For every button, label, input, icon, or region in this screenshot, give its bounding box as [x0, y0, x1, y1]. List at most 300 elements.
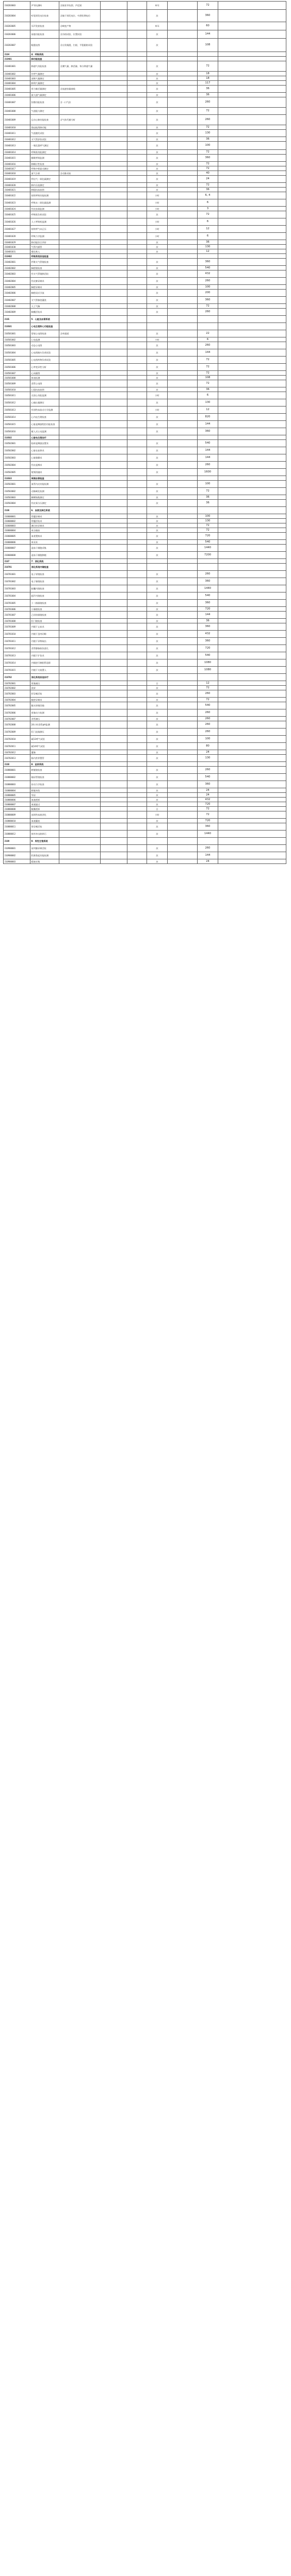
- item-exclusions-cell: [101, 52, 127, 57]
- item-note-cell: [218, 421, 286, 428]
- item-exclusions-cell: [101, 93, 127, 97]
- item-note-cell: [218, 528, 286, 533]
- item-name-cell: 肺内分流测定: [30, 183, 59, 188]
- item-name-cell: 骨髓活检术: [30, 519, 59, 523]
- item-name-cell: 5．心脏及血管系统: [30, 316, 59, 323]
- item-note-cell: [218, 304, 286, 309]
- item-blank-cell: [127, 619, 147, 623]
- item-unit-cell: 次: [147, 488, 168, 495]
- item-name-cell: 洗胃: [30, 686, 59, 690]
- item-code-cell: 310900001: [4, 845, 30, 852]
- item-price-cell: 36: [198, 93, 218, 97]
- item-code-cell: 310800007: [4, 802, 30, 807]
- item-content-cell: [59, 852, 101, 859]
- item-unit-cell: 次: [147, 823, 168, 831]
- item-code-cell: 310800010: [4, 819, 30, 823]
- item-blank-cell: [127, 364, 147, 371]
- item-unit-cell: 次: [147, 380, 168, 387]
- item-name-cell: 持续呼吸功能检测: [30, 192, 59, 199]
- item-name-cell: 电子胃镜检查: [30, 571, 59, 578]
- item-content-cell: [59, 623, 101, 631]
- item-note-cell: [218, 371, 286, 376]
- item-content-cell: 含潮气量、肺活量、每分钟通气量: [59, 61, 101, 72]
- item-exclusions-cell: [101, 115, 127, 125]
- item-blank-cell: [127, 736, 147, 743]
- item-exclusions-cell: [101, 750, 127, 755]
- item-exclusions-cell: [101, 638, 127, 645]
- item-note-cell: [218, 859, 286, 864]
- item-exclusions-cell: [101, 10, 127, 22]
- item-note-cell: [218, 207, 286, 211]
- item-code-cell: 310402004: [4, 278, 30, 285]
- item-code-cell: 310501004: [4, 349, 30, 357]
- item-blank-cell: [127, 838, 147, 845]
- item-content-cell: 含脑干诱发电位、中潜伏期电位: [59, 10, 101, 22]
- item-price-cell: 22: [198, 330, 218, 337]
- table-row: [4, 690, 286, 698]
- item-name-cell: 心向量图: [30, 371, 59, 376]
- item-code-cell: 310401030: [4, 245, 30, 249]
- item-unit-cell: 小时: [147, 233, 168, 240]
- item-code-cell: 310800002: [4, 774, 30, 781]
- item-exclusions-cell: [101, 266, 127, 270]
- item-content-cell: [59, 592, 101, 600]
- item-content-cell: [59, 428, 101, 435]
- item-unit-cell: 次: [147, 819, 168, 823]
- item-note-cell: [218, 838, 286, 845]
- item-content-cell: [59, 823, 101, 831]
- item-code-cell: 310401002: [4, 72, 30, 76]
- item-blank-cell: [168, 387, 198, 392]
- table-row: [4, 108, 286, 115]
- item-price-cell: 260: [198, 767, 218, 774]
- item-content-cell: [59, 249, 101, 254]
- item-name-cell: 超声内镜检查: [30, 592, 59, 600]
- item-code-cell: 310402005: [4, 285, 30, 290]
- item-content-cell: [59, 762, 101, 767]
- item-unit-cell: 次: [147, 428, 168, 435]
- item-unit-cell: [147, 52, 168, 57]
- item-price-cell: [198, 52, 218, 57]
- item-name-cell: 雾化吸入: [30, 249, 59, 254]
- item-note-cell: [218, 218, 286, 226]
- item-blank-cell: [168, 392, 198, 399]
- item-exclusions-cell: [101, 623, 127, 631]
- item-blank-cell: [127, 540, 147, 545]
- item-blank-cell: [127, 447, 147, 454]
- item-name-cell: 心输出量测定: [30, 399, 59, 406]
- item-blank-cell: [168, 176, 198, 183]
- item-unit-cell: 次: [147, 698, 168, 702]
- item-unit-cell: [147, 564, 168, 571]
- item-content-cell: [59, 838, 101, 845]
- item-exclusions-cell: [101, 357, 127, 364]
- item-code-cell: 310702004: [4, 698, 30, 702]
- item-blank-cell: [127, 559, 147, 564]
- item-unit-cell: 次: [147, 585, 168, 592]
- item-name-cell: 心电图药物负荷试验: [30, 357, 59, 364]
- item-note-cell: [218, 290, 286, 297]
- item-unit-cell: 次: [147, 631, 168, 638]
- item-blank-cell: [168, 717, 198, 721]
- item-unit-cell: 次: [147, 462, 168, 469]
- item-code-cell: 310502003: [4, 454, 30, 462]
- item-unit-cell: 次: [147, 371, 168, 376]
- item-blank-cell: [127, 316, 147, 323]
- item-note-cell: [218, 500, 286, 507]
- item-blank-cell: [127, 399, 147, 406]
- section-row: [4, 559, 286, 564]
- item-unit-cell: 次: [147, 652, 168, 659]
- item-name-cell: 血气分析: [30, 171, 59, 176]
- item-blank-cell: [168, 285, 198, 290]
- item-blank-cell: [127, 309, 147, 316]
- item-blank-cell: [127, 698, 147, 702]
- item-blank-cell: [168, 22, 198, 30]
- item-code-cell: 3104: [4, 52, 30, 57]
- item-blank-cell: [127, 798, 147, 802]
- item-name-cell: 内镜下扩张术: [30, 652, 59, 659]
- item-code-cell: 310701014: [4, 659, 30, 667]
- item-price-cell: 260: [198, 709, 218, 717]
- item-price-cell: 144: [198, 30, 218, 39]
- item-name-cell: 造血干细胞采集: [30, 545, 59, 552]
- item-blank-cell: [127, 290, 147, 297]
- item-blank-cell: [127, 240, 147, 245]
- item-name-cell: 尿动力学检查: [30, 781, 59, 788]
- item-name-cell: 前庭功能检查: [30, 30, 59, 39]
- item-blank-cell: [127, 686, 147, 690]
- item-blank-cell: [168, 578, 198, 585]
- section-row: [4, 564, 286, 571]
- item-code-cell: 310401010: [4, 125, 30, 130]
- item-name-cell: 膀胱镜检查: [30, 767, 59, 774]
- item-blank-cell: [127, 342, 147, 349]
- item-price-cell: 100: [198, 514, 218, 519]
- item-note-cell: [218, 357, 286, 364]
- item-code-cell: 310701005: [4, 600, 30, 607]
- table-row: [4, 364, 286, 371]
- item-blank-cell: [168, 788, 198, 793]
- item-unit-cell: 次: [147, 162, 168, 166]
- item-code-cell: 310402001: [4, 259, 30, 266]
- item-unit-cell: 次: [147, 309, 168, 316]
- item-blank-cell: [127, 233, 147, 240]
- item-note-cell: [218, 447, 286, 454]
- item-blank-cell: [168, 607, 198, 612]
- item-note-cell: [218, 852, 286, 859]
- table-row: [4, 552, 286, 559]
- item-note-cell: [218, 166, 286, 171]
- item-price-cell: 72: [198, 698, 218, 702]
- item-code-cell: 310600001: [4, 514, 30, 519]
- item-unit-cell: 次: [147, 97, 168, 108]
- item-unit-cell: 次: [147, 702, 168, 709]
- item-note-cell: [218, 57, 286, 61]
- item-content-cell: [59, 514, 101, 519]
- item-name-cell: 胸腔镜检查: [30, 266, 59, 270]
- item-exclusions-cell: [101, 240, 127, 245]
- item-name-cell: 肺阻抗血流图: [30, 188, 59, 192]
- item-blank-cell: [127, 440, 147, 447]
- table-row: [4, 743, 286, 750]
- table-row: [4, 578, 286, 585]
- item-content-cell: [59, 454, 101, 462]
- item-blank-cell: [127, 72, 147, 76]
- item-code-cell: 310701001: [4, 571, 30, 578]
- item-name-cell: 阴茎勃起功能检测: [30, 852, 59, 859]
- item-exclusions-cell: [101, 76, 127, 81]
- item-price-cell: 72: [198, 61, 218, 72]
- item-blank-cell: [168, 211, 198, 218]
- item-content-cell: [59, 259, 101, 266]
- item-name-cell: 造血干细胞移植: [30, 552, 59, 559]
- item-unit-cell: 次: [147, 81, 168, 86]
- table-row: [4, 831, 286, 838]
- item-code-cell: 310702011: [4, 743, 30, 750]
- table-row: [4, 667, 286, 674]
- item-exclusions-cell: [101, 323, 127, 330]
- item-blank-cell: [127, 481, 147, 488]
- item-name-cell: 临时起搏器安置术: [30, 440, 59, 447]
- item-blank-cell: [127, 421, 147, 428]
- item-note-cell: [218, 698, 286, 702]
- item-content-cell: [59, 447, 101, 454]
- item-code-cell: 310600008: [4, 552, 30, 559]
- item-code-cell: 310501009: [4, 380, 30, 387]
- table-row: [4, 290, 286, 297]
- item-blank-cell: [168, 781, 198, 788]
- item-name-cell: 呼吸肌负荷试验: [30, 211, 59, 218]
- item-blank-cell: [168, 495, 198, 500]
- item-exclusions-cell: [101, 523, 127, 528]
- item-exclusions-cell: [101, 2, 127, 10]
- item-exclusions-cell: [101, 592, 127, 600]
- item-unit-cell: 次: [147, 750, 168, 755]
- item-name-cell: 经皮氧分压测定: [30, 500, 59, 507]
- item-content-cell: [59, 130, 101, 137]
- item-blank-cell: [127, 564, 147, 571]
- item-blank-cell: [168, 845, 198, 852]
- item-note-cell: [218, 278, 286, 285]
- item-note-cell: [218, 802, 286, 807]
- item-blank-cell: [168, 171, 198, 176]
- item-blank-cell: [127, 852, 147, 859]
- item-price-cell: 360: [198, 600, 218, 607]
- item-name-cell: 导尿: [30, 793, 59, 798]
- item-note-cell: [218, 709, 286, 717]
- item-name-cell: 胸腔穿刺术: [30, 285, 59, 290]
- table-row: [4, 659, 286, 667]
- item-note-cell: [218, 162, 286, 166]
- table-row: [4, 571, 286, 578]
- item-name-cell: 支气管肺泡灌洗: [30, 297, 59, 304]
- item-unit-cell: 次: [147, 278, 168, 285]
- item-code-cell: 310501011: [4, 392, 30, 399]
- table-row: [4, 76, 286, 81]
- item-unit-cell: [147, 838, 168, 845]
- item-code-cell: 310401009: [4, 115, 30, 125]
- item-price-cell: 260: [198, 571, 218, 578]
- item-exclusions-cell: [101, 447, 127, 454]
- item-unit-cell: 次: [147, 709, 168, 717]
- item-note-cell: [218, 811, 286, 819]
- item-blank-cell: [127, 211, 147, 218]
- item-blank-cell: [168, 342, 198, 349]
- item-exclusions-cell: [101, 137, 127, 142]
- item-blank-cell: [168, 481, 198, 488]
- item-blank-cell: [127, 469, 147, 476]
- item-unit-cell: 次: [147, 571, 168, 578]
- item-unit-cell: 次: [147, 211, 168, 218]
- item-blank-cell: [168, 249, 198, 254]
- item-exclusions-cell: [101, 659, 127, 667]
- item-blank-cell: [127, 631, 147, 638]
- item-price-cell: 144: [198, 612, 218, 619]
- item-code-cell: 310702: [4, 674, 30, 681]
- item-code-cell: 310401005: [4, 86, 30, 93]
- item-unit-cell: 次: [147, 619, 168, 623]
- item-blank-cell: [168, 72, 198, 76]
- item-price-cell: 12: [198, 249, 218, 254]
- item-exclusions-cell: [101, 545, 127, 552]
- item-price-cell: 260: [198, 728, 218, 736]
- item-content-cell: [59, 357, 101, 364]
- item-code-cell: 310401012: [4, 137, 30, 142]
- item-content-cell: [59, 652, 101, 659]
- item-content-cell: [59, 304, 101, 309]
- item-name-cell: 骨髓穿刺术: [30, 514, 59, 519]
- item-unit-cell: 次: [147, 30, 168, 39]
- item-code-cell: 310800012: [4, 831, 30, 838]
- item-unit-cell: 次: [147, 259, 168, 266]
- item-blank-cell: [168, 380, 198, 387]
- item-unit-cell: 次: [147, 607, 168, 612]
- item-unit-cell: 次: [147, 592, 168, 600]
- item-content-cell: [59, 750, 101, 755]
- item-content-cell: [59, 150, 101, 155]
- item-note-cell: [218, 454, 286, 462]
- item-unit-cell: 次: [147, 61, 168, 72]
- table-row: [4, 399, 286, 406]
- item-blank-cell: [127, 638, 147, 645]
- item-price-cell: 200: [198, 290, 218, 297]
- item-code-cell: 310401008: [4, 108, 30, 115]
- item-note-cell: [218, 171, 286, 176]
- item-exclusions-cell: [101, 686, 127, 690]
- item-content-cell: [59, 176, 101, 183]
- item-code-cell: 310701015: [4, 667, 30, 674]
- item-name-cell: 运动心肺功能检查: [30, 115, 59, 125]
- item-content-cell: [59, 500, 101, 507]
- item-note-cell: [218, 435, 286, 440]
- item-code-cell: 310401006: [4, 93, 30, 97]
- table-row: [4, 211, 286, 218]
- item-blank-cell: [127, 462, 147, 469]
- item-note-cell: [218, 767, 286, 774]
- item-price-cell: 540: [198, 652, 218, 659]
- item-unit-cell: 次: [147, 469, 168, 476]
- item-blank-cell: [127, 142, 147, 150]
- table-row: [4, 802, 286, 807]
- item-name-cell: 淋巴结穿刺术: [30, 523, 59, 528]
- item-content-cell: [59, 523, 101, 528]
- item-price-cell: 432: [198, 798, 218, 802]
- item-code-cell: 310501016: [4, 428, 30, 435]
- item-unit-cell: 小时: [147, 226, 168, 233]
- item-unit-cell: [147, 476, 168, 481]
- item-blank-cell: [127, 500, 147, 507]
- item-blank-cell: [168, 774, 198, 781]
- item-note-cell: [218, 297, 286, 304]
- item-exclusions-cell: [101, 278, 127, 285]
- item-content-cell: 含单通道: [59, 330, 101, 337]
- item-code-cell: 310702002: [4, 686, 30, 690]
- item-exclusions-cell: [101, 176, 127, 183]
- item-blank-cell: [168, 638, 198, 645]
- table-row: [4, 793, 286, 798]
- item-content-cell: [59, 736, 101, 743]
- item-blank-cell: [168, 61, 198, 72]
- item-content-cell: [59, 619, 101, 623]
- price-table-body: [4, 2, 286, 864]
- item-code-cell: 310702005: [4, 702, 30, 709]
- item-content-cell: 含鼓室导抗图、声反射: [59, 2, 101, 10]
- item-exclusions-cell: [101, 721, 127, 728]
- item-name-cell: 气道阻力测定: [30, 108, 59, 115]
- item-note-cell: [218, 674, 286, 681]
- item-content-cell: [59, 578, 101, 585]
- item-blank-cell: [127, 130, 147, 137]
- table-row: [4, 533, 286, 540]
- table-row: [4, 380, 286, 387]
- item-unit-cell: 单耳: [147, 2, 168, 10]
- item-unit-cell: 次: [147, 728, 168, 736]
- item-content-cell: [59, 667, 101, 674]
- item-code-cell: 310401024: [4, 207, 30, 211]
- item-name-cell: 最大通气量测定: [30, 93, 59, 97]
- item-exclusions-cell: [101, 188, 127, 192]
- item-note-cell: [218, 507, 286, 514]
- item-code-cell: 310501: [4, 323, 30, 330]
- item-content-cell: [59, 552, 101, 559]
- item-code-cell: 310503002: [4, 488, 30, 495]
- item-name-cell: 腹膜透析: [30, 807, 59, 811]
- item-name-cell: 纤维支气管镜检查: [30, 259, 59, 266]
- table-row: [4, 619, 286, 623]
- item-note-cell: [218, 376, 286, 380]
- item-unit-cell: 次: [147, 743, 168, 750]
- item-note-cell: [218, 130, 286, 137]
- item-price-cell: 360: [198, 259, 218, 266]
- item-note-cell: [218, 240, 286, 245]
- item-content-cell: [59, 183, 101, 188]
- item-blank-cell: [127, 592, 147, 600]
- item-content-cell: [59, 819, 101, 823]
- item-unit-cell: 小时: [147, 337, 168, 342]
- item-blank-cell: [168, 462, 198, 469]
- item-blank-cell: [168, 233, 198, 240]
- item-blank-cell: [168, 226, 198, 233]
- item-price-cell: 36: [198, 86, 218, 93]
- item-name-cell: 单采术: [30, 540, 59, 545]
- item-code-cell: 310501007: [4, 371, 30, 376]
- item-code-cell: 310401011: [4, 130, 30, 137]
- item-unit-cell: 小时: [147, 392, 168, 399]
- item-exclusions-cell: [101, 57, 127, 61]
- item-price-cell: [198, 254, 218, 259]
- item-note-cell: [218, 750, 286, 755]
